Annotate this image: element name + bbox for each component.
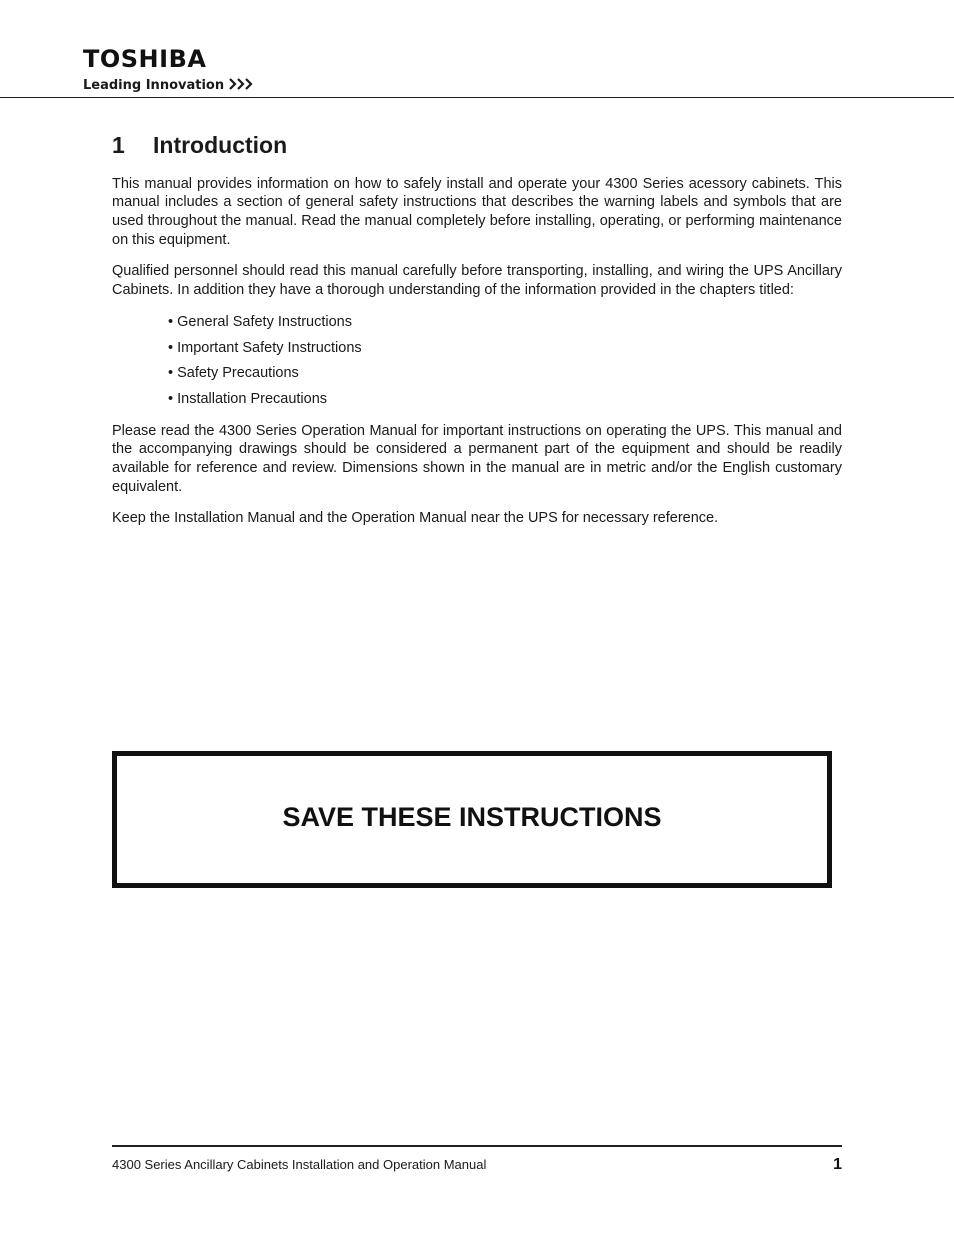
footer-divider xyxy=(112,1145,842,1147)
footer-title: 4300 Series Ancillary Cabinets Installation and Operation Manual xyxy=(112,1157,487,1172)
triple-chevron-right-icon xyxy=(229,78,253,93)
chapter-list xyxy=(168,313,842,409)
list-item: • General Safety Instructions xyxy=(168,313,352,330)
page-number: 1 xyxy=(833,1156,842,1173)
tagline-text: Leading Innovation xyxy=(83,78,225,93)
section-number: 1 xyxy=(112,132,125,158)
save-instructions-text: SAVE THESE INSTRUCTIONS xyxy=(282,802,662,832)
tagline xyxy=(83,78,253,93)
keep-manuals-paragraph: Keep the Installation Manual and the Operation Manual near the UPS for necessary reference. xyxy=(112,510,719,527)
toshiba-logo: TOSHIBA xyxy=(83,45,207,73)
operation-manual-paragraph: Please read the 4300 Series Operation Manual for important instructions on operating the UPS. This manual and the accompanying drawings should be considered a permanent part of the equipment and should be readily available for reference and review. Dimensions shown in the manual are in metric and/or the English customary equivalent. xyxy=(112,422,842,495)
list-item: • Safety Precautions xyxy=(168,365,299,382)
list-item: • Important Safety Instructions xyxy=(168,339,362,356)
section-heading xyxy=(112,132,842,160)
main-content xyxy=(112,132,842,541)
intro-paragraph: This manual provides information on how to safely install and operate your 4300 Series acessory cabinets. This manual includes a section of general safety instructions that describes the warning labels and symbols that are used throughout the manual. Read the manual completely before installing, operating, or performing maintenance on this equipment. xyxy=(112,175,842,248)
list-item: • Installation Precautions xyxy=(168,390,328,407)
section-title: Introduction xyxy=(153,132,288,158)
page-header xyxy=(0,0,954,98)
qualified-personnel-paragraph: Qualified personnel should read this manual carefully before transporting, installing, and wiring the UPS Ancillary Cabinets. In addition they have a thorough understanding of the information provided in the chapters titled: xyxy=(112,263,842,299)
save-instructions-box xyxy=(112,751,832,888)
